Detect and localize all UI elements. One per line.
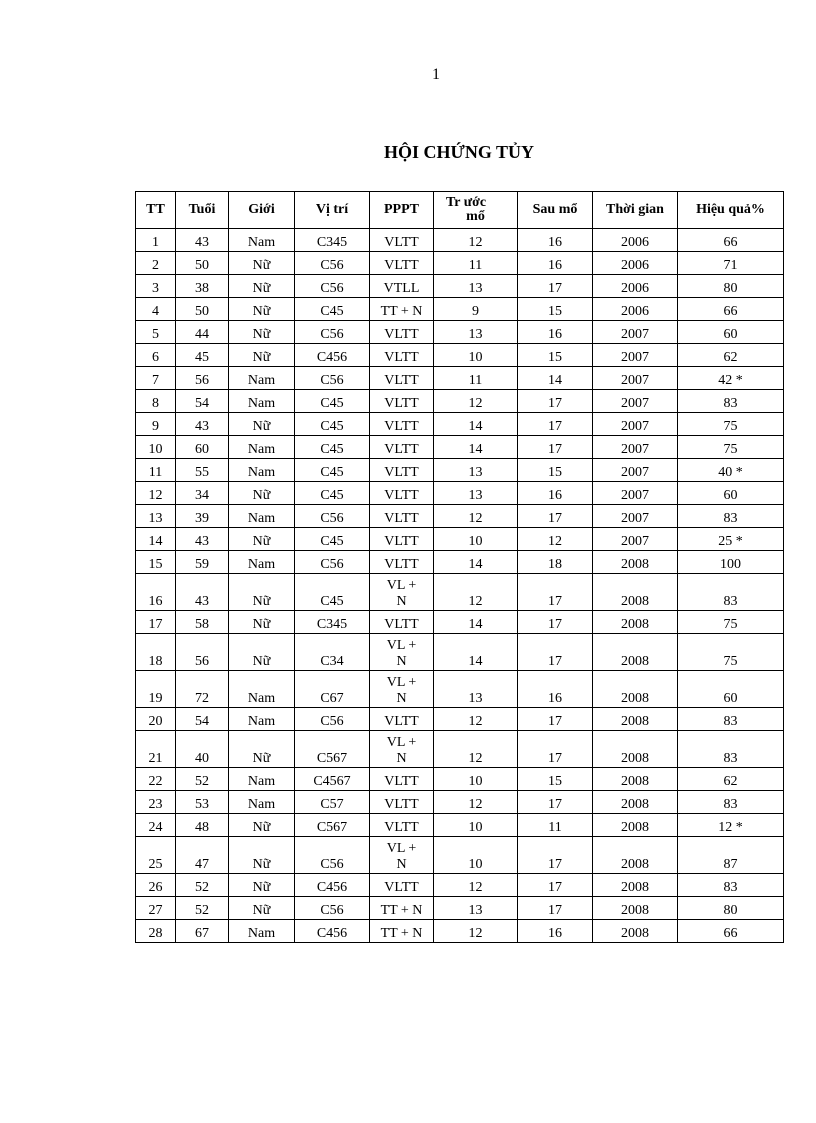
table-row: [136, 708, 784, 731]
cell-tuoi: 55: [176, 459, 229, 482]
cell-pppt: VLTT: [370, 708, 434, 731]
cell-sau-mo: 17: [518, 731, 593, 768]
cell-gioi: Nữ: [229, 814, 295, 837]
cell-tt: 19: [136, 671, 176, 708]
cell-sau-mo: 17: [518, 275, 593, 298]
table-row: [136, 768, 784, 791]
cell-tt: 21: [136, 731, 176, 768]
cell-pppt: VLTT: [370, 252, 434, 275]
cell-truoc-mo: 12: [434, 791, 518, 814]
cell-tuoi: 38: [176, 275, 229, 298]
table-row: [136, 275, 784, 298]
cell-truoc-mo: 9: [434, 298, 518, 321]
cell-pppt: VL + N: [370, 574, 434, 611]
cell-vi-tri: C456: [295, 874, 370, 897]
cell-thoi-gian: 2008: [593, 611, 678, 634]
table-row: [136, 298, 784, 321]
cell-hieu-qua: 75: [678, 611, 784, 634]
cell-thoi-gian: 2007: [593, 528, 678, 551]
cell-thoi-gian: 2007: [593, 367, 678, 390]
cell-vi-tri: C45: [295, 436, 370, 459]
cell-gioi: Nam: [229, 505, 295, 528]
cell-sau-mo: 17: [518, 436, 593, 459]
cell-vi-tri: C56: [295, 505, 370, 528]
cell-gioi: Nữ: [229, 634, 295, 671]
cell-thoi-gian: 2007: [593, 321, 678, 344]
cell-tuoi: 54: [176, 708, 229, 731]
cell-thoi-gian: 2008: [593, 768, 678, 791]
table-row: [136, 436, 784, 459]
cell-tt: 18: [136, 634, 176, 671]
cell-thoi-gian: 2007: [593, 436, 678, 459]
cell-gioi: Nữ: [229, 837, 295, 874]
cell-pppt: VLTT: [370, 459, 434, 482]
cell-thoi-gian: 2007: [593, 505, 678, 528]
cell-truoc-mo: 10: [434, 768, 518, 791]
header-thoi-gian: Thời gian: [593, 192, 678, 229]
cell-thoi-gian: 2008: [593, 708, 678, 731]
cell-gioi: Nữ: [229, 574, 295, 611]
cell-tuoi: 43: [176, 574, 229, 611]
cell-tt: 16: [136, 574, 176, 611]
cell-tuoi: 43: [176, 229, 229, 252]
cell-hieu-qua: 40 *: [678, 459, 784, 482]
cell-pppt: VL + N: [370, 731, 434, 768]
cell-thoi-gian: 2007: [593, 413, 678, 436]
header-truoc-mo-line2: mổ: [466, 209, 485, 224]
cell-pppt: VLTT: [370, 321, 434, 344]
cell-hieu-qua: 87: [678, 837, 784, 874]
cell-tuoi: 47: [176, 837, 229, 874]
cell-tt: 26: [136, 874, 176, 897]
cell-gioi: Nam: [229, 390, 295, 413]
cell-thoi-gian: 2006: [593, 229, 678, 252]
cell-tuoi: 50: [176, 298, 229, 321]
cell-hieu-qua: 83: [678, 390, 784, 413]
cell-tuoi: 56: [176, 634, 229, 671]
cell-tuoi: 43: [176, 528, 229, 551]
cell-pppt: VLTT: [370, 814, 434, 837]
cell-hieu-qua: 62: [678, 768, 784, 791]
cell-pppt: TT + N: [370, 897, 434, 920]
cell-hieu-qua: 60: [678, 671, 784, 708]
cell-sau-mo: 16: [518, 920, 593, 943]
cell-vi-tri: C345: [295, 229, 370, 252]
cell-truoc-mo: 13: [434, 482, 518, 505]
cell-tt: 27: [136, 897, 176, 920]
cell-tt: 4: [136, 298, 176, 321]
cell-thoi-gian: 2006: [593, 298, 678, 321]
cell-tuoi: 59: [176, 551, 229, 574]
cell-tt: 3: [136, 275, 176, 298]
cell-truoc-mo: 13: [434, 321, 518, 344]
cell-thoi-gian: 2008: [593, 920, 678, 943]
cell-tuoi: 43: [176, 413, 229, 436]
cell-vi-tri: C45: [295, 413, 370, 436]
cell-sau-mo: 18: [518, 551, 593, 574]
table-row: [136, 611, 784, 634]
cell-tt: 23: [136, 791, 176, 814]
cell-tuoi: 52: [176, 897, 229, 920]
header-truoc-mo-line1: Tr ước: [446, 195, 487, 210]
table-row: [136, 731, 784, 768]
cell-pppt: VL + N: [370, 671, 434, 708]
table-row: [136, 897, 784, 920]
cell-truoc-mo: 13: [434, 671, 518, 708]
cell-thoi-gian: 2007: [593, 344, 678, 367]
cell-hieu-qua: 66: [678, 920, 784, 943]
cell-hieu-qua: 83: [678, 791, 784, 814]
cell-gioi: Nam: [229, 367, 295, 390]
cell-hieu-qua: 75: [678, 634, 784, 671]
table-row: [136, 459, 784, 482]
cell-hieu-qua: 42 *: [678, 367, 784, 390]
results-table: [135, 191, 784, 943]
cell-truoc-mo: 13: [434, 275, 518, 298]
cell-tt: 1: [136, 229, 176, 252]
cell-tuoi: 48: [176, 814, 229, 837]
cell-thoi-gian: 2008: [593, 814, 678, 837]
table-row: [136, 574, 784, 611]
cell-truoc-mo: 13: [434, 897, 518, 920]
cell-hieu-qua: 83: [678, 505, 784, 528]
cell-truoc-mo: 12: [434, 920, 518, 943]
cell-truoc-mo: 10: [434, 528, 518, 551]
cell-tuoi: 54: [176, 390, 229, 413]
cell-tuoi: 58: [176, 611, 229, 634]
cell-thoi-gian: 2008: [593, 897, 678, 920]
cell-gioi: Nữ: [229, 321, 295, 344]
cell-tuoi: 52: [176, 874, 229, 897]
cell-sau-mo: 15: [518, 768, 593, 791]
cell-tuoi: 56: [176, 367, 229, 390]
cell-thoi-gian: 2006: [593, 275, 678, 298]
cell-hieu-qua: 100: [678, 551, 784, 574]
header-gioi: Giới: [229, 192, 295, 229]
cell-truoc-mo: 12: [434, 390, 518, 413]
header-sau-mo: Sau mổ: [518, 192, 593, 229]
cell-thoi-gian: 2008: [593, 574, 678, 611]
cell-truoc-mo: 14: [434, 634, 518, 671]
table-row: [136, 528, 784, 551]
cell-sau-mo: 14: [518, 367, 593, 390]
table-row: [136, 367, 784, 390]
cell-truoc-mo: 10: [434, 837, 518, 874]
cell-gioi: Nam: [229, 671, 295, 708]
cell-sau-mo: 17: [518, 874, 593, 897]
cell-vi-tri: C45: [295, 298, 370, 321]
cell-pppt: TT + N: [370, 298, 434, 321]
cell-tt: 5: [136, 321, 176, 344]
header-vi-tri: Vị trí: [295, 192, 370, 229]
cell-vi-tri: C4567: [295, 768, 370, 791]
cell-gioi: Nữ: [229, 344, 295, 367]
cell-sau-mo: 16: [518, 321, 593, 344]
cell-hieu-qua: 83: [678, 574, 784, 611]
cell-vi-tri: C56: [295, 708, 370, 731]
table-row: [136, 344, 784, 367]
cell-hieu-qua: 80: [678, 897, 784, 920]
cell-vi-tri: C345: [295, 611, 370, 634]
cell-tt: 11: [136, 459, 176, 482]
cell-vi-tri: C45: [295, 390, 370, 413]
cell-hieu-qua: 60: [678, 321, 784, 344]
cell-thoi-gian: 2008: [593, 671, 678, 708]
cell-tuoi: 34: [176, 482, 229, 505]
cell-gioi: Nam: [229, 436, 295, 459]
cell-gioi: Nữ: [229, 252, 295, 275]
cell-sau-mo: 16: [518, 482, 593, 505]
cell-tt: 12: [136, 482, 176, 505]
cell-thoi-gian: 2008: [593, 634, 678, 671]
cell-truoc-mo: 12: [434, 708, 518, 731]
table-row: [136, 874, 784, 897]
cell-truoc-mo: 10: [434, 344, 518, 367]
cell-thoi-gian: 2008: [593, 874, 678, 897]
header-tt: TT: [136, 192, 176, 229]
cell-truoc-mo: 11: [434, 252, 518, 275]
cell-pppt: VL + N: [370, 837, 434, 874]
cell-sau-mo: 17: [518, 611, 593, 634]
cell-hieu-qua: 12 *: [678, 814, 784, 837]
cell-tt: 17: [136, 611, 176, 634]
cell-gioi: Nữ: [229, 275, 295, 298]
cell-vi-tri: C56: [295, 897, 370, 920]
cell-truoc-mo: 12: [434, 874, 518, 897]
cell-tuoi: 40: [176, 731, 229, 768]
table-row: [136, 814, 784, 837]
cell-pppt: VLTT: [370, 436, 434, 459]
cell-gioi: Nữ: [229, 298, 295, 321]
cell-thoi-gian: 2008: [593, 837, 678, 874]
cell-tt: 20: [136, 708, 176, 731]
cell-hieu-qua: 75: [678, 413, 784, 436]
header-hieu-qua: Hiệu quả%: [678, 192, 784, 229]
cell-thoi-gian: 2008: [593, 731, 678, 768]
cell-pppt: VLTT: [370, 611, 434, 634]
cell-sau-mo: 17: [518, 897, 593, 920]
cell-sau-mo: 17: [518, 837, 593, 874]
cell-hieu-qua: 83: [678, 731, 784, 768]
cell-tt: 10: [136, 436, 176, 459]
cell-tuoi: 44: [176, 321, 229, 344]
table-row: [136, 321, 784, 344]
cell-vi-tri: C45: [295, 574, 370, 611]
cell-tt: 13: [136, 505, 176, 528]
cell-gioi: Nữ: [229, 482, 295, 505]
cell-tt: 14: [136, 528, 176, 551]
cell-sau-mo: 15: [518, 459, 593, 482]
cell-sau-mo: 16: [518, 229, 593, 252]
table-row: [136, 837, 784, 874]
cell-tt: 15: [136, 551, 176, 574]
cell-gioi: Nữ: [229, 611, 295, 634]
cell-sau-mo: 12: [518, 528, 593, 551]
cell-thoi-gian: 2007: [593, 390, 678, 413]
cell-pppt: VLTT: [370, 482, 434, 505]
cell-sau-mo: 11: [518, 814, 593, 837]
cell-sau-mo: 16: [518, 671, 593, 708]
cell-truoc-mo: 14: [434, 551, 518, 574]
cell-gioi: Nam: [229, 551, 295, 574]
cell-gioi: Nữ: [229, 874, 295, 897]
cell-hieu-qua: 71: [678, 252, 784, 275]
cell-pppt: VTLL: [370, 275, 434, 298]
cell-gioi: Nữ: [229, 731, 295, 768]
cell-sau-mo: 17: [518, 634, 593, 671]
cell-tt: 7: [136, 367, 176, 390]
cell-thoi-gian: 2008: [593, 791, 678, 814]
cell-gioi: Nữ: [229, 897, 295, 920]
cell-pppt: VLTT: [370, 791, 434, 814]
cell-tuoi: 45: [176, 344, 229, 367]
page-number: 1: [432, 66, 440, 83]
cell-gioi: Nam: [229, 459, 295, 482]
table-row: [136, 551, 784, 574]
table-row: [136, 671, 784, 708]
cell-vi-tri: C45: [295, 459, 370, 482]
cell-truoc-mo: 10: [434, 814, 518, 837]
cell-pppt: VL + N: [370, 634, 434, 671]
cell-truoc-mo: 14: [434, 413, 518, 436]
cell-vi-tri: C34: [295, 634, 370, 671]
cell-hieu-qua: 80: [678, 275, 784, 298]
cell-sau-mo: 15: [518, 298, 593, 321]
document-title: HỘI CHỨNG TỦY: [383, 142, 534, 162]
cell-tuoi: 50: [176, 252, 229, 275]
cell-vi-tri: C57: [295, 791, 370, 814]
cell-vi-tri: C56: [295, 837, 370, 874]
cell-truoc-mo: 14: [434, 611, 518, 634]
cell-tuoi: 53: [176, 791, 229, 814]
cell-truoc-mo: 12: [434, 574, 518, 611]
cell-thoi-gian: 2007: [593, 482, 678, 505]
cell-vi-tri: C56: [295, 252, 370, 275]
cell-vi-tri: C45: [295, 528, 370, 551]
cell-gioi: Nam: [229, 768, 295, 791]
table-row: [136, 229, 784, 252]
cell-truoc-mo: 12: [434, 229, 518, 252]
header-truoc-mo: [434, 192, 518, 229]
cell-tt: 9: [136, 413, 176, 436]
cell-sau-mo: 15: [518, 344, 593, 367]
cell-sau-mo: 17: [518, 791, 593, 814]
cell-gioi: Nam: [229, 920, 295, 943]
cell-tt: 2: [136, 252, 176, 275]
cell-gioi: Nữ: [229, 528, 295, 551]
cell-pppt: VLTT: [370, 551, 434, 574]
header-tuoi: Tuổi: [176, 192, 229, 229]
cell-hieu-qua: 60: [678, 482, 784, 505]
table-body: [136, 229, 784, 943]
table-row: [136, 920, 784, 943]
cell-tt: 8: [136, 390, 176, 413]
cell-sau-mo: 17: [518, 413, 593, 436]
cell-pppt: VLTT: [370, 505, 434, 528]
table-row: [136, 482, 784, 505]
table-row: [136, 390, 784, 413]
cell-sau-mo: 17: [518, 390, 593, 413]
table-header-row: [136, 192, 784, 229]
cell-pppt: TT + N: [370, 920, 434, 943]
cell-truoc-mo: 13: [434, 459, 518, 482]
cell-vi-tri: C567: [295, 731, 370, 768]
cell-thoi-gian: 2007: [593, 459, 678, 482]
cell-tt: 25: [136, 837, 176, 874]
cell-gioi: Nam: [229, 229, 295, 252]
cell-thoi-gian: 2008: [593, 551, 678, 574]
cell-hieu-qua: 83: [678, 708, 784, 731]
cell-tt: 22: [136, 768, 176, 791]
cell-tt: 24: [136, 814, 176, 837]
cell-pppt: VLTT: [370, 413, 434, 436]
cell-truoc-mo: 12: [434, 505, 518, 528]
cell-vi-tri: C567: [295, 814, 370, 837]
cell-sau-mo: 17: [518, 574, 593, 611]
cell-tuoi: 72: [176, 671, 229, 708]
cell-hieu-qua: 66: [678, 229, 784, 252]
cell-sau-mo: 16: [518, 252, 593, 275]
table-row: [136, 413, 784, 436]
cell-hieu-qua: 25 *: [678, 528, 784, 551]
cell-hieu-qua: 75: [678, 436, 784, 459]
cell-pppt: VLTT: [370, 768, 434, 791]
table-row: [136, 505, 784, 528]
cell-hieu-qua: 66: [678, 298, 784, 321]
table-row: [136, 634, 784, 671]
cell-vi-tri: C456: [295, 344, 370, 367]
cell-tt: 28: [136, 920, 176, 943]
cell-vi-tri: C56: [295, 551, 370, 574]
cell-gioi: Nữ: [229, 413, 295, 436]
cell-vi-tri: C56: [295, 275, 370, 298]
cell-pppt: VLTT: [370, 390, 434, 413]
cell-pppt: VLTT: [370, 344, 434, 367]
cell-gioi: Nam: [229, 708, 295, 731]
table-row: [136, 252, 784, 275]
cell-tuoi: 67: [176, 920, 229, 943]
cell-vi-tri: C56: [295, 367, 370, 390]
table-row: [136, 791, 784, 814]
cell-pppt: VLTT: [370, 229, 434, 252]
cell-sau-mo: 17: [518, 708, 593, 731]
cell-sau-mo: 17: [518, 505, 593, 528]
cell-gioi: Nam: [229, 791, 295, 814]
cell-truoc-mo: 12: [434, 731, 518, 768]
cell-vi-tri: C45: [295, 482, 370, 505]
cell-hieu-qua: 83: [678, 874, 784, 897]
cell-pppt: VLTT: [370, 367, 434, 390]
cell-hieu-qua: 62: [678, 344, 784, 367]
cell-tuoi: 52: [176, 768, 229, 791]
cell-thoi-gian: 2006: [593, 252, 678, 275]
cell-truoc-mo: 11: [434, 367, 518, 390]
cell-tuoi: 60: [176, 436, 229, 459]
cell-vi-tri: C67: [295, 671, 370, 708]
cell-truoc-mo: 14: [434, 436, 518, 459]
cell-vi-tri: C456: [295, 920, 370, 943]
cell-pppt: VLTT: [370, 528, 434, 551]
cell-pppt: VLTT: [370, 874, 434, 897]
cell-tuoi: 39: [176, 505, 229, 528]
cell-tt: 6: [136, 344, 176, 367]
cell-vi-tri: C56: [295, 321, 370, 344]
header-pppt: PPPT: [370, 192, 434, 229]
